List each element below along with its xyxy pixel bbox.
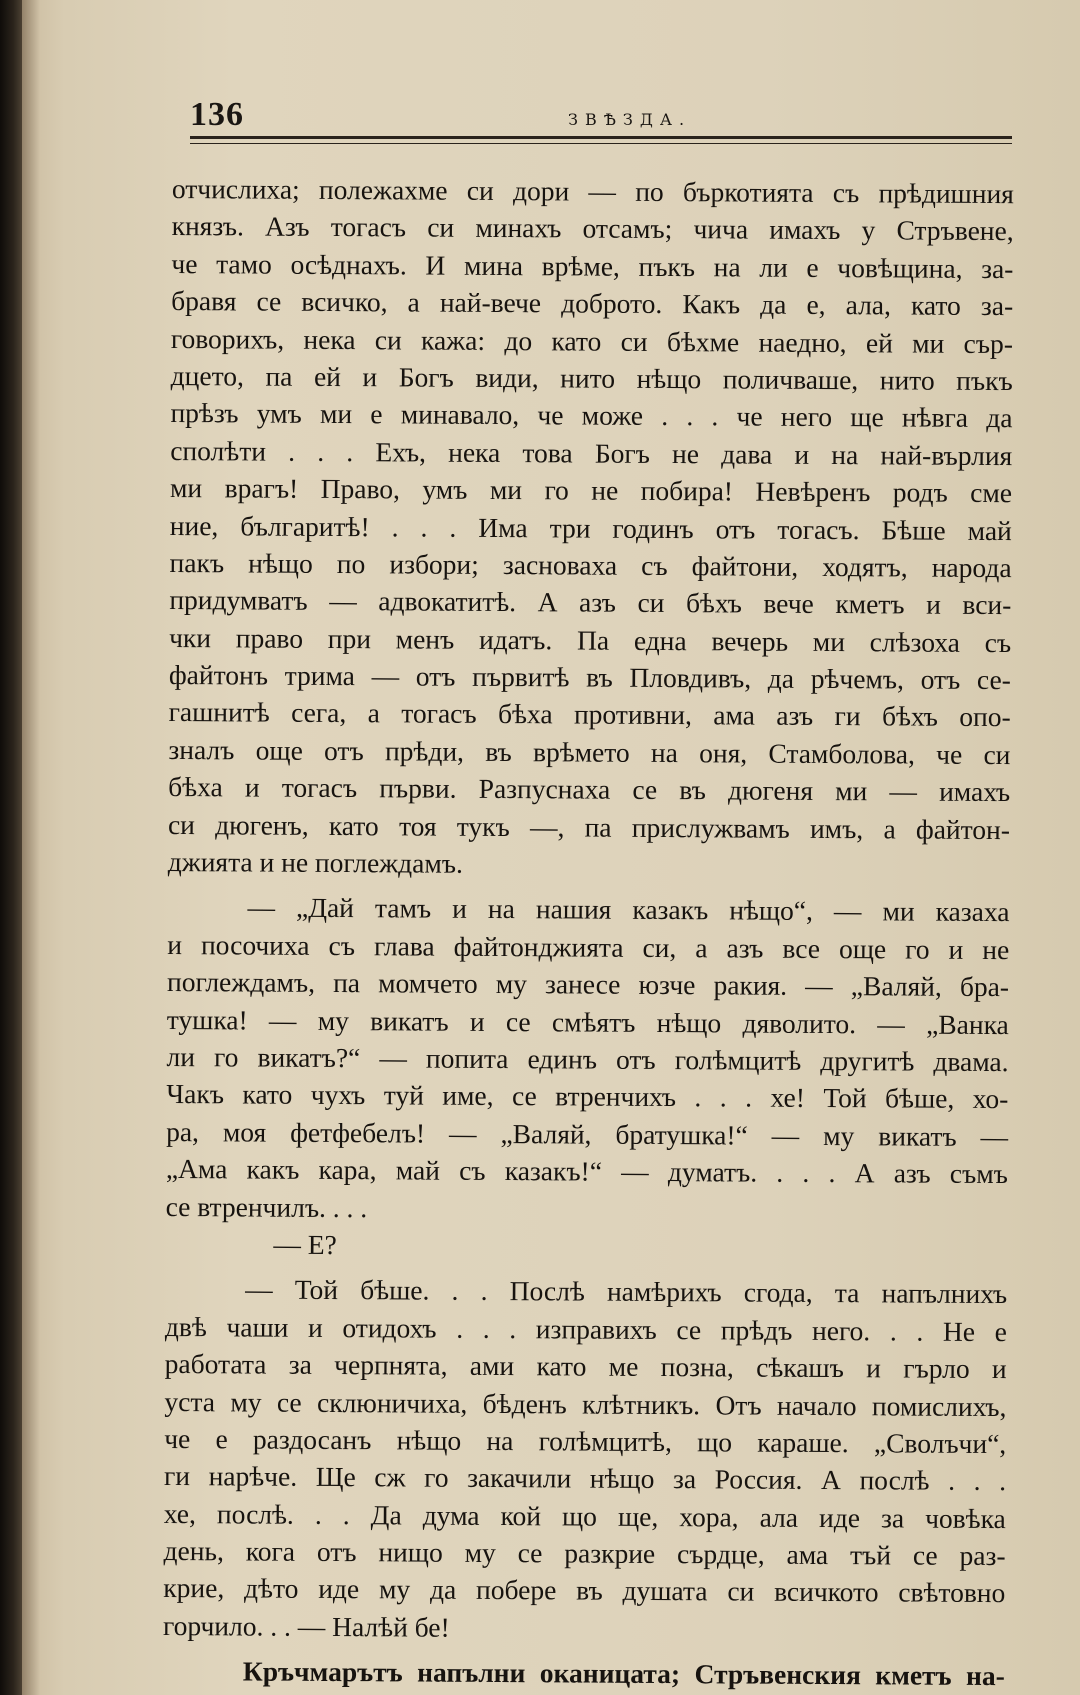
page-gutter-shadow xyxy=(22,0,40,1695)
text-line: крие, дѣто иде му да побере въ душата си всичкото свѣтовно xyxy=(163,1572,1006,1609)
text-line: Чакъ като чухъ туй име, се втренчихъ . . . хе! Той бѣше, хо- xyxy=(166,1078,1009,1115)
text-line: зналъ още отъ прѣди, въ врѣмето на оня, Стамболова, че си xyxy=(168,733,1011,770)
text-line: ли го викатъ?“ — попита единъ отъ голѣмцитѣ другитѣ двама. xyxy=(166,1040,1009,1078)
text-line: хе, послѣ. . . Да дума кой що ще, хора, ала иде за човѣка xyxy=(163,1497,1006,1534)
text-line: си дюгенъ, като тоя тукъ —, па прислужвамъ имъ, а файтон- xyxy=(167,808,1011,845)
text-line: прѣзъ умъ ми е минавало, че може . . . че него ще нѣвга да xyxy=(170,397,1013,434)
header-rule-thick xyxy=(190,136,1012,139)
text-line: джията и не поглеждамъ. xyxy=(167,846,464,879)
text-line: се втренчилъ. . . . xyxy=(165,1190,368,1223)
text-line: придумватъ — адвокатитѣ. А азъ си бѣхъ вече кметъ и вси- xyxy=(169,584,1012,621)
text-line: поглеждамъ, па момчето му занесе юзче ракия. — „Валяй, бра- xyxy=(166,966,1010,1003)
text-line: ми врагъ! Право, умъ ми го не побира! Невѣренъ родъ сме xyxy=(169,472,1013,509)
text-line: горчило. . . — Налѣй бе! xyxy=(163,1609,450,1643)
text-line: уста му се склюничиха, бѣденъ клѣтникъ. Отъ начало помислихъ, xyxy=(164,1385,1007,1422)
text-line: „Ама какъ кара, май съ казакъ!“ — думатъ. . . . А азъ съмъ xyxy=(165,1153,1008,1190)
text-line: и посочиха съ глава файтонджията си, а азъ все още го и не xyxy=(167,928,1010,965)
text-line: файтонъ трима — отъ първитѣ въ Пловдивъ, да рѣчемъ, отъ се- xyxy=(168,659,1011,696)
text-line: гашнитѣ сега, а тогасъ бѣха противни, ама азъ ги бѣхъ опо- xyxy=(168,696,1011,733)
page-number: 136 xyxy=(190,96,244,133)
text-line: говорихъ, нека си кажа: до като си бѣхме наедно, ей ми сър- xyxy=(170,322,1014,359)
text-line: ние, българитѣ! . . . Има три годинъ отъ тогасъ. Бѣше май xyxy=(169,509,1012,546)
running-title: ЗВѢЗДА. xyxy=(568,110,692,129)
text-line: че тамо осѣднахъ. И мина врѣме, пъкъ на ли е човѣщина, за- xyxy=(171,247,1014,284)
text-line: работата за черпнята, ами като ме позна, сѣкашъ и гърло и xyxy=(164,1348,1007,1385)
text-line: бѣха и тогасъ първи. Разпуснаха се въ дюгеня ми — имахъ xyxy=(168,771,1011,808)
text-line: бравя се всичко, а най-вече доброто. Какъ да е, ала, като за- xyxy=(171,285,1014,322)
text-line: дцето, па ей и Богъ види, нито нѣщо поличваше, нито пъкъ xyxy=(170,359,1013,397)
text-line: ги нарѣче. Ще сж го закачили нѣщо за Россия. А послѣ . . . xyxy=(163,1460,1007,1497)
text-line: — Той бѣше. . . Послѣ намѣрихъ сгода, та напълнихъ xyxy=(245,1273,1008,1310)
text-line: чки право при менъ идатъ. Па една вечерь ми слѣзоха съ xyxy=(169,621,1012,658)
text-line: — „Дай тамъ и на нашия казакъ нѣщо“, — ми казаха xyxy=(247,891,1010,928)
body-text xyxy=(163,170,1014,1695)
text-line: сполѣти . . . Ехъ, нека това Богъ не дава и на най-върлия xyxy=(170,434,1013,471)
text-line: князъ. Азъ тогасъ си минахъ отсамъ; чича имахъ у Стръвене, xyxy=(171,210,1014,247)
text-line: отчислиха; полежахме си дори — по бъркотията съ прѣдишния xyxy=(171,172,1014,210)
header-rule-thin xyxy=(190,143,1012,144)
text-line: пакъ нѣщо по избори; засноваха съ файтони, ходятъ, народа xyxy=(169,546,1012,584)
text-line: день, кога отъ нищо му се разкрие сърдце, ама тъй се раз- xyxy=(163,1535,1006,1572)
page-header xyxy=(190,96,1012,140)
text-line: че е раздосанъ нѣщо на голѣмцитѣ, що караше. „Сволъчи“, xyxy=(164,1422,1007,1460)
text-line: — Е? xyxy=(273,1228,337,1260)
text-line: тушка! — му викатъ и се смѣятъ нѣщо дяволито. — „Ванка xyxy=(166,1003,1009,1040)
text-line: Кръчмарътъ напълни оканицата; Стръвенския кметъ на- xyxy=(242,1655,1005,1692)
text-line: ра, моя фетфебелъ! — „Валяй, братушка!“ — му викатъ — xyxy=(166,1115,1009,1152)
text-line: двѣ чаши и отидохъ . . . изправихъ се прѣдъ него. . . Не е xyxy=(164,1310,1008,1347)
